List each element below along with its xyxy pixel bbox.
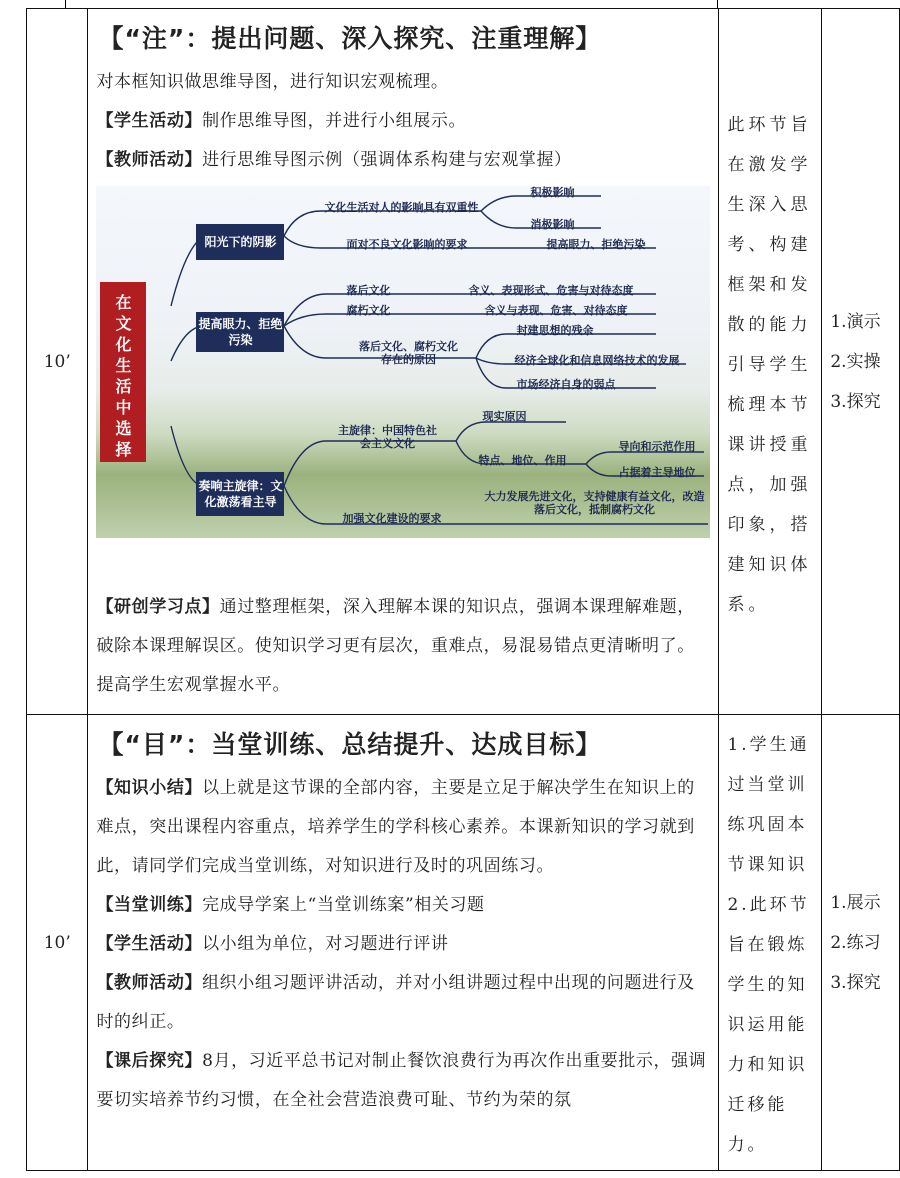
after-class-exploration: 【课后探究】8月，习近平总书记对制止餐饮浪费行为再次作出重要批示，强调要切实培养节约习惯，在全社会营造浪费可耻、节约为荣的氛 <box>96 1051 707 1110</box>
mm-label: 消极影响 <box>530 218 575 231</box>
mm-label: 提高眼力、拒绝污染 <box>546 238 646 251</box>
mm-label: 大力发展先进文化，支持健康有益文化，改造落后文化，抵制腐朽文化 <box>484 490 705 516</box>
mm-label: 现实原因 <box>482 410 527 423</box>
time-cell: 10’ <box>27 9 88 715</box>
branch-shadow: 阳光下的阴影 <box>196 224 284 260</box>
mind-map <box>96 186 710 538</box>
class-training: 【当堂训练】完成导学案上“当堂训练案”相关习题 <box>96 895 485 915</box>
mm-label: 落后文化、腐朽文化存在的原因 <box>358 340 458 366</box>
research-point: 【研创学习点】通过整理框架，深入理解本课的知识点，强调本课理解难题，破除本课理解误区。使知识学习更有层次，重难点，易混易错点更清晰明了。提高学生宏观掌握水平。 <box>96 597 695 695</box>
method-item: 2.练习 <box>830 932 881 953</box>
teacher-activity: 【教师活动】进行思维导图示例（强调体系构建与宏观掌握） <box>96 150 572 170</box>
mm-label: 导向和示范作用 <box>618 440 696 453</box>
mm-label: 主旋律：中国特色社会主义文化 <box>337 424 437 450</box>
section-heading: 【“注”：提出问题、深入探究、注重理解】 <box>98 24 602 53</box>
student-activity: 【学生活动】制作思维导图，并进行小组展示。 <box>96 111 467 131</box>
table-row <box>27 9 900 715</box>
knowledge-summary: 【知识小结】以上就是这节课的全部内容，主要是立足于解决学生在知识上的难点，突出课程内容重点，培养学生的学科核心素养。本课新知识的学习就到此，请同学们完成当堂训练，对知识进行及时的巩固练习。 <box>96 778 695 876</box>
teacher-activity: 【教师活动】组织小组习题评讲活动，并对小组讲题过程中出现的问题进行及时的纠正。 <box>96 973 695 1032</box>
mm-label: 经济全球化和信息网络技术的发展 <box>514 354 680 367</box>
intro-text: 对本框知识做思维导图，进行知识宏观梳理。 <box>96 72 449 92</box>
content-cell <box>88 9 719 715</box>
branch-discern: 提高眼力、拒绝污染 <box>196 312 284 352</box>
table-row <box>27 715 900 1171</box>
methods-cell <box>822 715 900 1171</box>
method-item: 1.展示 <box>830 892 881 913</box>
student-activity: 【学生活动】以小组为单位，对习题进行评讲 <box>96 934 449 954</box>
method-item: 3.探究 <box>830 391 881 412</box>
mm-label: 含义与表现、危害、对待态度 <box>484 304 628 317</box>
purpose-note: 此环节旨在激发学生深入思考、构建框架和发散的能力引导学生梳理本节课讲授重点，加强印象，搭建知识体系。 <box>719 9 822 715</box>
mm-label: 含义、表现形式、危害与对待态度 <box>468 284 634 297</box>
method-item: 1.演示 <box>830 311 881 332</box>
mm-label: 封建思想的残余 <box>516 324 594 337</box>
mm-label: 落后文化 <box>346 284 391 297</box>
section-heading: 【“目”：当堂训练、总结提升、达成目标】 <box>98 730 602 759</box>
mm-label: 特点、地位、作用 <box>478 454 567 467</box>
time-cell: 10’ <box>27 715 88 1171</box>
mm-label: 面对不良文化影响的要求 <box>346 238 468 251</box>
mm-label: 市场经济自身的弱点 <box>516 378 616 391</box>
mind-map-root: 在文化生活中选择 <box>100 282 146 462</box>
method-item: 2.实操 <box>830 351 881 372</box>
method-item: 3.探究 <box>830 972 881 993</box>
mm-label: 腐朽文化 <box>346 304 391 317</box>
purpose-note: 1.学生通过当堂训练巩固本节课知识2.此环节旨在锻炼学生的知识运用能力和知识迁移能力。 <box>719 715 822 1171</box>
content-cell <box>88 715 719 1171</box>
methods-cell <box>822 9 900 715</box>
mm-label: 文化生活对人的影响具有双重性 <box>324 201 479 214</box>
mm-label: 加强文化建设的要求 <box>342 512 442 525</box>
lesson-table <box>26 8 900 1171</box>
branch-main-theme: 奏响主旋律：文化激荡看主导 <box>196 472 284 516</box>
mm-label: 占据着主导地位 <box>618 466 696 479</box>
mm-label: 积极影响 <box>530 186 575 199</box>
